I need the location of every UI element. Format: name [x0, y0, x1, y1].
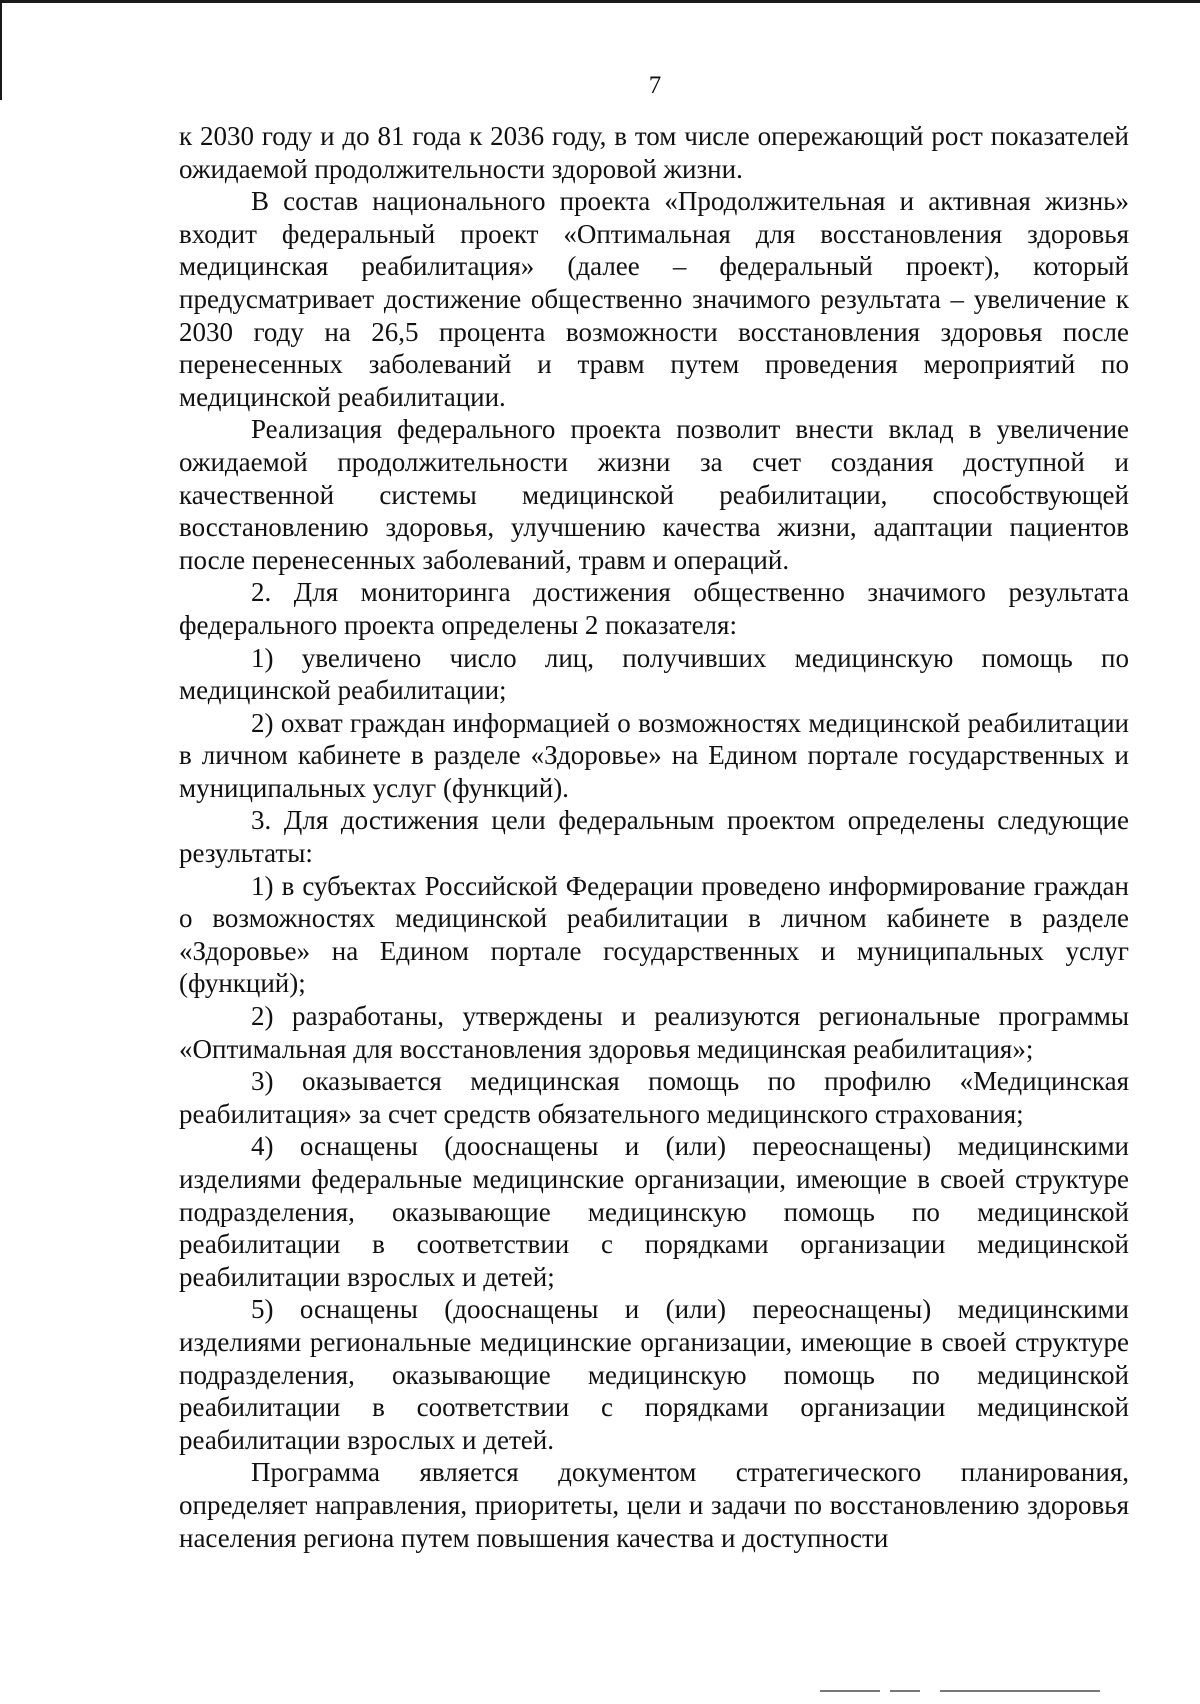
paragraph-7: 3. Для достижения цели федеральным проектом определены следующие результаты:	[179, 805, 1129, 869]
paragraph-2: В состав национального проекта «Продолжительная и активная жизнь» входит федеральный проект «Оптимальная для восстановления здоровья медицинская реабилитация» (далее – федеральный проект), который предусматривает достижение общественно значимого результата – увеличение к 2030 году на 26,5 процента возможности восстановления здоровья после перенесенных заболеваний и травм путем проведения мероприятий по медицинской реабилитации.	[179, 186, 1129, 412]
paragraph-10: 3) оказывается медицинская помощь по профилю «Медицинская реабилитация» за счет средств обязательного медицинского страхования;	[179, 1066, 1129, 1129]
paragraph-12: 5) оснащены (дооснащены и (или) переоснащены) медицинскими изделиями региональные медицинские организации, имеющие в своей структуре подразделения, оказывающие медицинскую помощь по медицинской реабилитации в соответствии с порядками организации медицинской реабилитации взрослых и детей.	[179, 1294, 1129, 1455]
page-number: 7	[648, 72, 662, 99]
paragraph-8: 1) в субъектах Российской Федерации проведено информирование граждан о возможностях медицинской реабилитации в личном кабинете в разделе «Здоровье» на Едином портале государственных и муниципальных услуг (функций);	[179, 870, 1129, 999]
paragraph-4: 2. Для мониторинга достижения общественно значимого результата федерального проекта определены 2 показателя:	[179, 577, 1129, 640]
scan-top-edge	[0, 0, 1200, 3]
paragraph-13: Программа является документом стратегического планирования, определяет направления, приоритеты, цели и задачи по восстановлению здоровья населения региона путем повышения качества и доступности	[179, 1457, 1129, 1553]
body-text	[179, 120, 1129, 1554]
scan-bottom-marks	[820, 1690, 1120, 1692]
paragraph-5: 1) увеличено число лиц, получивших медицинскую помощь по медицинской реабилитации;	[179, 642, 1129, 706]
paragraph-1: к 2030 году и до 81 года к 2036 году, в том числе опережающий рост показателей ожидаемой продолжительности здоровой жизни.	[179, 121, 1129, 184]
paragraph-11: 4) оснащены (дооснащены и (или) переоснащены) медицинскими изделиями федеральные медицинские организации, имеющие в своей структуре подразделения, оказывающие медицинскую помощь по медицинской реабилитации в соответствии с порядками организации медицинской реабилитации взрослых и детей;	[179, 1131, 1129, 1292]
paragraph-3: Реализация федерального проекта позволит внести вклад в увеличение ожидаемой продолжительности жизни за счет создания доступной и качественной системы медицинской реабилитации, способствующей восстановлению здоровья, улучшению качества жизни, адаптации пациентов после перенесенных заболеваний, травм и операций.	[179, 414, 1129, 575]
paragraph-6: 2) охват граждан информацией о возможностях медицинской реабилитации в личном кабинете в разделе «Здоровье» на Едином портале государственных и муниципальных услуг (функций).	[179, 707, 1129, 803]
paragraph-9: 2) разработаны, утверждены и реализуются региональные программы «Оптимальная для восстановления здоровья медицинская реабилитация»;	[179, 1001, 1129, 1064]
